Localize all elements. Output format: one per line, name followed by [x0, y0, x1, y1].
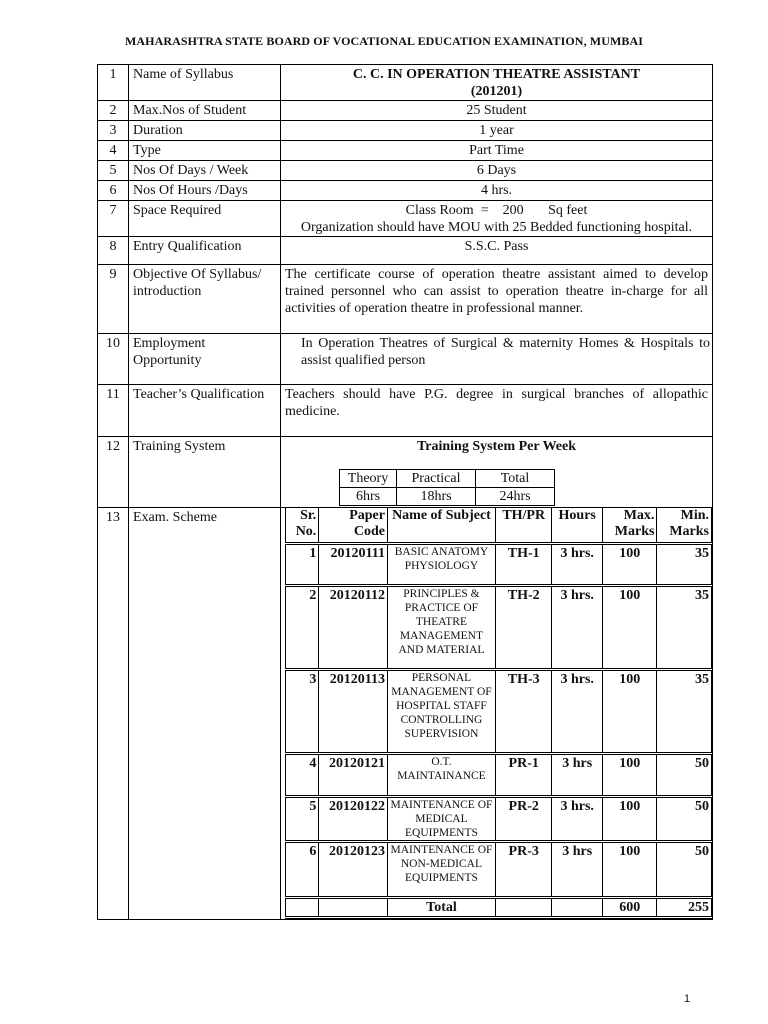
- training-hours-table: [339, 469, 555, 506]
- row-objective: [98, 265, 713, 334]
- row-label: Nos Of Hours /Days: [129, 181, 281, 201]
- exam-sr: 6: [286, 842, 319, 898]
- exam-subject: BASIC ANATOMY PHYSIOLOGY: [387, 544, 495, 586]
- exam-min: 50: [657, 797, 712, 842]
- exam-subject: PRINCIPLES & PRACTICE OF THEATRE MANAGEMENT AND MATERIAL: [387, 586, 495, 670]
- exam-code: 20120112: [319, 586, 388, 670]
- space-mou: Organization should have MOU with 25 Bedded functioning hospital.: [300, 220, 693, 235]
- row-duration: [98, 121, 713, 141]
- row-teacher-qualification: [98, 385, 713, 437]
- exam-thpr: TH-2: [495, 586, 552, 670]
- exam-header-sr: Sr. No.: [286, 508, 319, 544]
- exam-code: 20120121: [319, 754, 388, 797]
- exam-subject: MAINTENANCE OF MEDICAL EQUIPMENTS: [387, 797, 495, 842]
- exam-max: 100: [602, 754, 657, 797]
- exam-code: 20120122: [319, 797, 388, 842]
- exam-thpr: PR-3: [495, 842, 552, 898]
- exam-header-min: Min. Marks: [657, 508, 712, 544]
- training-header-total: Total: [476, 470, 555, 488]
- exam-total-row: [286, 898, 712, 918]
- exam-code: 20120113: [319, 670, 388, 754]
- exam-row: [286, 586, 712, 670]
- row-number: 9: [98, 265, 129, 334]
- space-classroom: Class Room = 200 Sq feet: [405, 203, 588, 218]
- training-title: Training System Per Week: [416, 439, 577, 454]
- row-value: [281, 508, 713, 920]
- exam-max: 100: [602, 797, 657, 842]
- row-label: Max.Nos of Student: [129, 101, 281, 121]
- page-number: 1: [684, 993, 691, 1005]
- row-number: 7: [98, 201, 129, 237]
- row-label: Objective Of Syllabus/ introduction: [129, 265, 281, 334]
- exam-sr: 4: [286, 754, 319, 797]
- exam-min: 35: [657, 544, 712, 586]
- syllabus-table: [97, 64, 713, 920]
- row-label: Name of Syllabus: [129, 65, 281, 101]
- exam-hours: 3 hrs.: [552, 670, 602, 754]
- row-label: Employment Opportunity: [129, 334, 281, 385]
- row-training-system: [98, 437, 713, 508]
- exam-row: [286, 842, 712, 898]
- row-number: 1: [98, 65, 129, 101]
- exam-row: [286, 754, 712, 797]
- exam-thpr: PR-1: [495, 754, 552, 797]
- row-value: [281, 437, 713, 508]
- row-number: 6: [98, 181, 129, 201]
- exam-total-blank: [286, 898, 319, 918]
- exam-total-max: 600: [602, 898, 657, 918]
- row-value: Teachers should have P.G. degree in surgical branches of allopathic medicine.: [281, 385, 713, 437]
- document-header: MAHARASHTRA STATE BOARD OF VOCATIONAL EDUCATION EXAMINATION, MUMBAI: [124, 34, 644, 48]
- row-number: 5: [98, 161, 129, 181]
- row-space-required: [98, 201, 713, 237]
- exam-row: [286, 797, 712, 842]
- exam-hours: 3 hrs.: [552, 797, 602, 842]
- exam-min: 50: [657, 842, 712, 898]
- exam-max: 100: [602, 544, 657, 586]
- exam-header-thpr: TH/PR: [495, 508, 552, 544]
- row-entry-qualification: [98, 237, 713, 265]
- training-value-theory: 6hrs: [340, 488, 397, 506]
- training-header-practical: Practical: [397, 470, 476, 488]
- exam-row: [286, 544, 712, 586]
- exam-subject: MAINTENANCE OF NON-MEDICAL EQUIPMENTS: [387, 842, 495, 898]
- row-type: [98, 141, 713, 161]
- exam-header-subject: Name of Subject: [387, 508, 495, 544]
- exam-header-code: Paper Code: [319, 508, 388, 544]
- row-label: Nos Of Days / Week: [129, 161, 281, 181]
- exam-total-blank: [552, 898, 602, 918]
- row-label: Training System: [129, 437, 281, 508]
- row-hours-per-day: [98, 181, 713, 201]
- exam-subject: O.T. MAINTAINANCE: [387, 754, 495, 797]
- row-number: 3: [98, 121, 129, 141]
- exam-max: 100: [602, 842, 657, 898]
- row-value: In Operation Theatres of Surgical & maternity Homes & Hospitals to assist qualified person: [281, 334, 713, 385]
- row-exam-scheme: [98, 508, 713, 920]
- exam-sr: 1: [286, 544, 319, 586]
- exam-code: 20120111: [319, 544, 388, 586]
- exam-total-label: Total: [387, 898, 495, 918]
- row-label: Entry Qualification: [129, 237, 281, 265]
- exam-header-row: [286, 508, 712, 544]
- exam-header-hours: Hours: [552, 508, 602, 544]
- row-value: [281, 201, 713, 237]
- exam-scheme-table: [285, 507, 712, 919]
- exam-total-min: 255: [657, 898, 712, 918]
- row-label: Teacher’s Qualification: [129, 385, 281, 437]
- row-number: 10: [98, 334, 129, 385]
- row-label: Type: [129, 141, 281, 161]
- row-value: 6 Days: [281, 161, 713, 181]
- exam-max: 100: [602, 670, 657, 754]
- row-value: [281, 65, 713, 101]
- row-number: 11: [98, 385, 129, 437]
- exam-thpr: PR-2: [495, 797, 552, 842]
- row-employment: [98, 334, 713, 385]
- exam-min: 50: [657, 754, 712, 797]
- syllabus-code: (201201): [470, 84, 523, 99]
- row-label: Duration: [129, 121, 281, 141]
- exam-thpr: TH-3: [495, 670, 552, 754]
- exam-min: 35: [657, 670, 712, 754]
- syllabus-title: C. C. IN OPERATION THEATRE ASSISTANT: [352, 67, 641, 82]
- row-value: Part Time: [281, 141, 713, 161]
- row-value: 1 year: [281, 121, 713, 141]
- exam-min: 35: [657, 586, 712, 670]
- exam-hours: 3 hrs.: [552, 544, 602, 586]
- exam-hours: 3 hrs: [552, 754, 602, 797]
- exam-total-blank: [319, 898, 388, 918]
- row-number: 13: [98, 508, 129, 920]
- row-value: 4 hrs.: [281, 181, 713, 201]
- row-number: 2: [98, 101, 129, 121]
- row-label: Exam. Scheme: [129, 508, 281, 920]
- training-value-practical: 18hrs: [397, 488, 476, 506]
- row-label: Space Required: [129, 201, 281, 237]
- exam-hours: 3 hrs: [552, 842, 602, 898]
- exam-subject: PERSONAL MANAGEMENT OF HOSPITAL STAFF CONTROLLING SUPERVISION: [387, 670, 495, 754]
- training-header-theory: Theory: [340, 470, 397, 488]
- exam-row: [286, 670, 712, 754]
- exam-sr: 2: [286, 586, 319, 670]
- row-days-per-week: [98, 161, 713, 181]
- row-value: 25 Student: [281, 101, 713, 121]
- row-number: 8: [98, 237, 129, 265]
- row-max-students: [98, 101, 713, 121]
- row-number: 4: [98, 141, 129, 161]
- exam-sr: 5: [286, 797, 319, 842]
- exam-sr: 3: [286, 670, 319, 754]
- row-value: S.S.C. Pass: [281, 237, 713, 265]
- row-value: The certificate course of operation theatre assistant aimed to develop trained personnel who can assist to operation theatre in-charge for all activities of operation theatre in professional manner.: [281, 265, 713, 334]
- row-number: 12: [98, 437, 129, 508]
- exam-thpr: TH-1: [495, 544, 552, 586]
- training-value-total: 24hrs: [476, 488, 555, 506]
- exam-code: 20120123: [319, 842, 388, 898]
- exam-header-max: Max. Marks: [602, 508, 657, 544]
- exam-hours: 3 hrs.: [552, 586, 602, 670]
- exam-total-blank: [495, 898, 552, 918]
- exam-max: 100: [602, 586, 657, 670]
- row-syllabus-name: [98, 65, 713, 101]
